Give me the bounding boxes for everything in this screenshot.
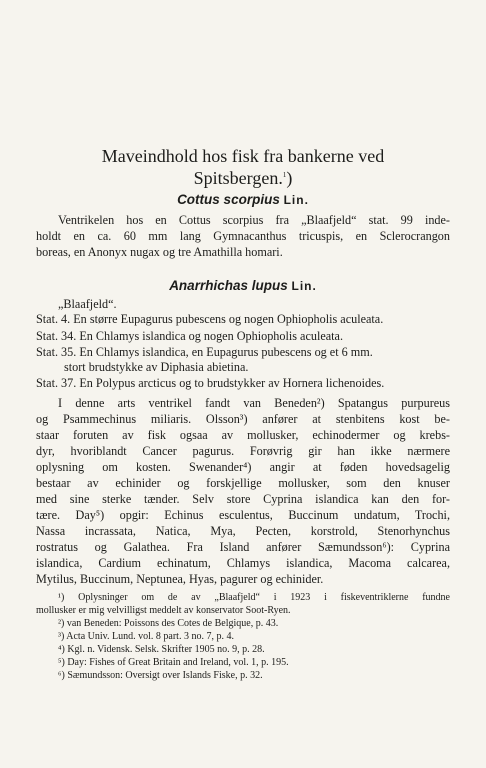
species-name: Cottus scorpius (177, 192, 280, 207)
paragraph-line: islandica, Cardium echinatum, Chlamys islandica, Macoma calcarea, (36, 556, 450, 570)
paragraph-line: med sine sterke tænder. Selv store Cyprina islandica kan den for- (36, 492, 450, 506)
section-heading-cottus (60, 192, 426, 207)
text-line: holdt en ca. 60 mm lang Gymnacanthus tricuspis, en Sclerocrangon (36, 229, 450, 243)
paragraph-line: staar foruten av fisk ogsaa av mollusker, echinodermer og krebs- (36, 428, 450, 442)
paragraph-line: tære. Day⁵) opgir: Echinus esculentus, Buccinum undatum, Trochi, (36, 508, 450, 522)
page-title (60, 145, 426, 189)
paragraph-line: Mytilus, Buccinum, Neptunea, Hyas, pagurer og echinider. (36, 572, 324, 586)
vessel-name: „Blaafjeld“. (58, 297, 117, 311)
paragraph-line: Nassa incrassata, Natica, Mya, Pecten, korstrold, Stenorhynchus (36, 524, 450, 538)
footnote: ²) van Beneden: Poissons des Cotes de Belgique, p. 43. (58, 618, 279, 629)
paragraph-line: I denne arts ventrikel fandt van Beneden²) Spatangus purpureus (58, 396, 450, 410)
paragraph-line: rostratus og Galathea. Fra Island anfører Sæmundsson⁶): Cyprina (36, 540, 450, 554)
station-line: Stat. 4. En større Eupagurus pubescens og nogen Ophiopholis aculeata. (36, 312, 384, 326)
footnote: ⁴) Kgl. n. Vidensk. Selsk. Skrifter 1905 no. 9, p. 28. (58, 644, 265, 655)
footnote: ⁶) Sæmundsson: Oversigt over Islands Fiske, p. 32. (58, 670, 263, 681)
paragraph-line: oplysning om kosten. Swenander⁴) angir at føden hovedsagelig (36, 460, 450, 474)
title-footnote-paren: ) (286, 168, 293, 188)
text-line: boreas, en Anonyx nugax og tre Amathilla homari. (36, 245, 283, 259)
title-line-1: Maveindhold hos fisk fra bankerne ved (101, 146, 385, 166)
footnote: ³) Acta Univ. Lund. vol. 8 part. 3 no. 7, p. 4. (58, 631, 234, 642)
station-line: Stat. 37. En Polypus arcticus og to brudstykker av Hornera lichenoides. (36, 376, 385, 390)
footnote: mollusker er mig velvilligst meddelt av konservator Soot-Ryen. (36, 605, 291, 616)
paragraph-line: bestaar av echinider og forskjellige mollusker, som den knuser (36, 476, 450, 490)
paragraph-line: dyr, hvoriblandt Cancer pagurus. Forøvrig gir han ikke nærmere (36, 444, 450, 458)
section-heading-anarrhichas (60, 278, 426, 293)
text-line: Ventrikelen hos en Cottus scorpius fra „Blaafjeld“ stat. 99 inde- (58, 213, 450, 227)
station-line: Stat. 35. En Chlamys islandica, en Eupagurus pubescens og et 6 mm. (36, 345, 373, 359)
species-author: Lin. (283, 193, 309, 207)
title-line-2-text: Spitsbergen. (193, 168, 283, 188)
footnote: ⁵) Day: Fishes of Great Britain and Ireland, vol. 1, p. 195. (58, 657, 289, 668)
species-author: Lin. (291, 279, 317, 293)
station-line: Stat. 34. En Chlamys islandica og nogen Ophiopholis aculeata. (36, 329, 344, 343)
footnote: ¹) Oplysninger om de av „Blaafjeld“ i 1923 i fiskeventriklerne fundne (58, 592, 450, 603)
title-line-2 (60, 167, 426, 189)
station-line: stort brudstykke av Diphasia abietina. (64, 360, 249, 374)
paragraph-line: og Psammechinus miliaris. Olsson³) anfører at stenbitens kost be- (36, 412, 450, 426)
title-footnote-mark: 1 (282, 171, 287, 179)
species-name: Anarrhichas lupus (169, 278, 288, 293)
